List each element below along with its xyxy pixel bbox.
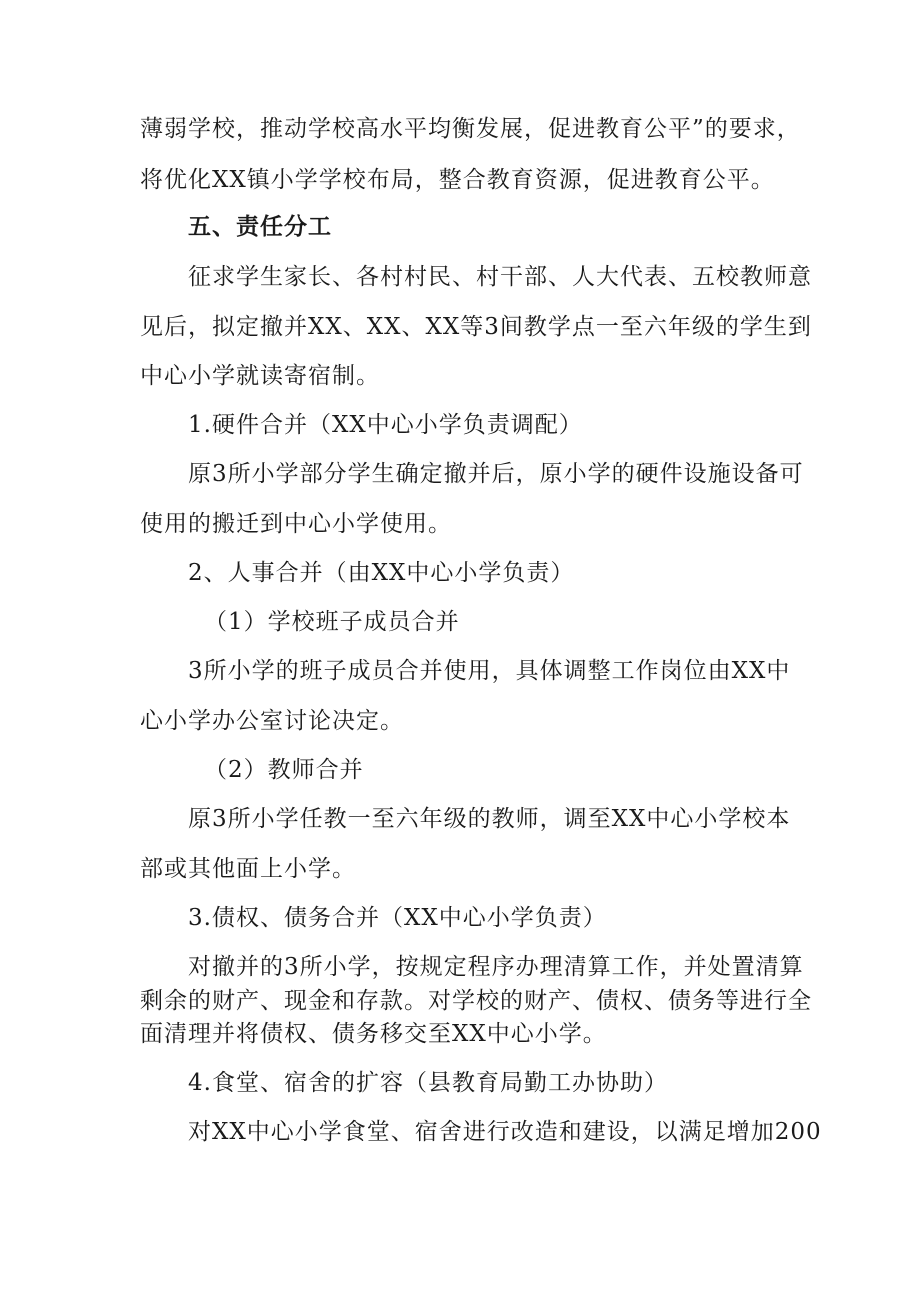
paragraph-line: 面清理并将债权、债务移交至XX中心小学。 [140, 1021, 607, 1047]
paragraph-line: 将优化XX镇小学学校布局，整合教育资源，促进教育公平。 [140, 167, 775, 193]
paragraph-line: 使用的搬迁到中心小学使用。 [140, 511, 452, 537]
paragraph-line: 原3所小学任教一至六年级的教师，调至XX中心小学校本 [188, 806, 791, 832]
subsection-heading: （2）教师合并 [204, 757, 364, 783]
paragraph-line: 原3所小学部分学生确定撤并后，原小学的硬件设施设备可 [188, 461, 804, 487]
subsection-heading: 3.债权、债务合并（XX中心小学负责） [188, 905, 607, 931]
section-heading: 五、责任分工 [188, 214, 332, 240]
paragraph-line: 对XX中心小学食堂、宿舍进行改造和建设，以满足增加200 [188, 1119, 822, 1145]
paragraph-line: 见后，拟定撤并XX、XX、XX等3间教学点一至六年级的学生到 [140, 314, 812, 340]
subsection-heading: 2、人事合并（由XX中心小学负责） [188, 560, 575, 586]
subsection-heading: （1）学校班子成员合并 [204, 609, 460, 635]
paragraph-line: 征求学生家长、各村村民、村干部、人大代表、五校教师意 [188, 264, 812, 290]
paragraph-line: 对撤并的3所小学，按规定程序办理清算工作，并处置清算 [188, 954, 804, 980]
subsection-heading: 4.食堂、宿舍的扩容（县教育局勤工办协助） [188, 1070, 668, 1096]
paragraph-line: 薄弱学校，推动学校高水平均衡发展，促进教育公平”的要求， [140, 116, 801, 142]
paragraph-line: 心小学办公室讨论决定。 [140, 708, 404, 734]
paragraph-line: 剩余的财产、现金和存款。对学校的财产、债权、债务等进行全 [140, 988, 812, 1014]
paragraph-line: 部或其他面上小学。 [140, 856, 356, 882]
paragraph-line: 中心小学就读寄宿制。 [140, 363, 380, 389]
paragraph-line: 3所小学的班子成员合并使用，具体调整工作岗位由XX中 [188, 658, 791, 684]
subsection-heading: 1.硬件合并（XX中心小学负责调配） [188, 412, 583, 438]
